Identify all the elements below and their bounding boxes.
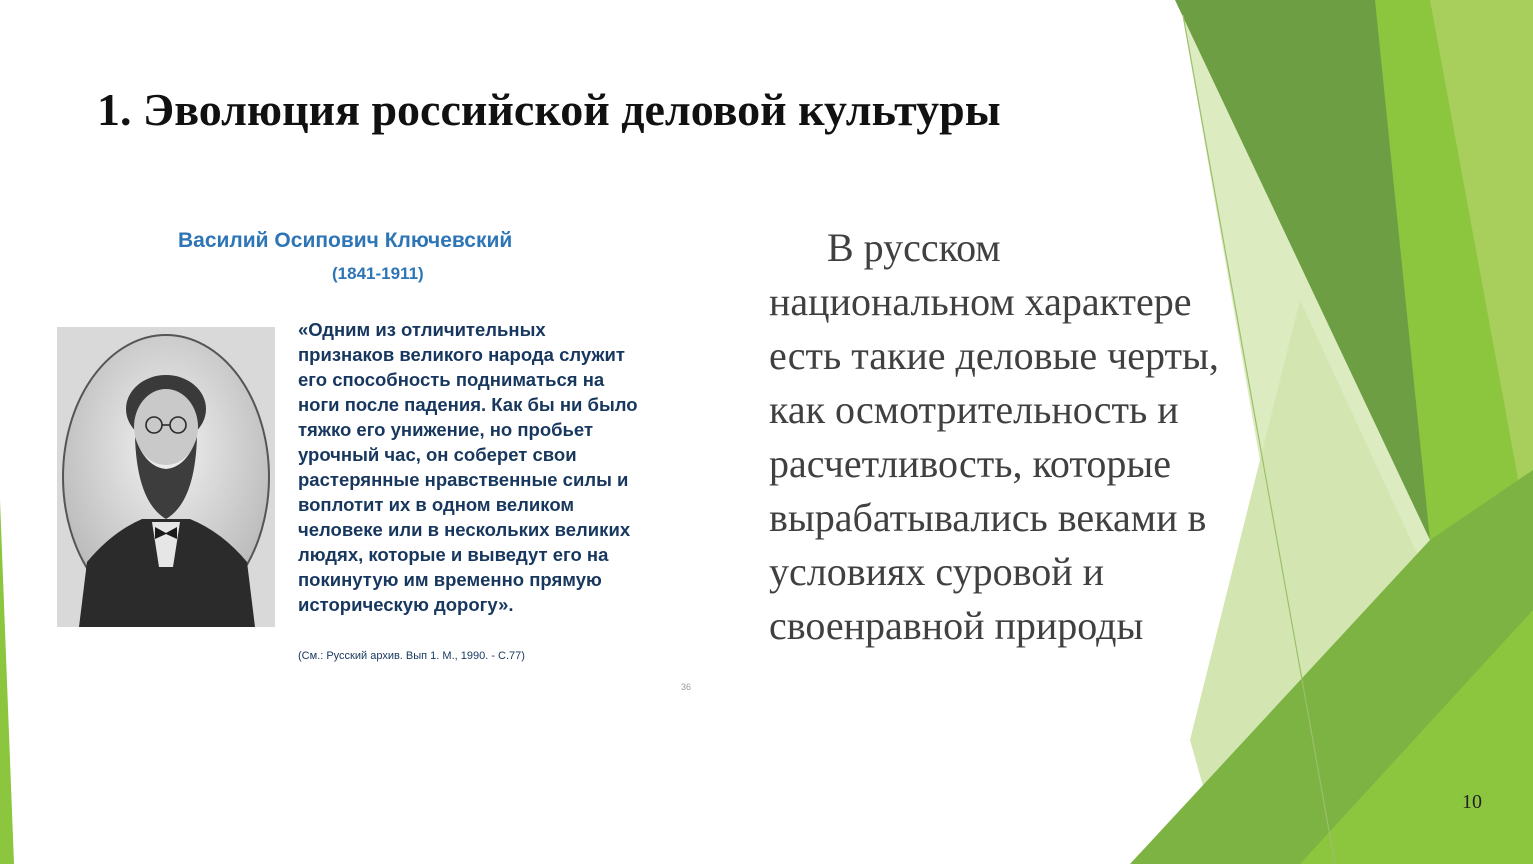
- body-line: вырабатывались веками в: [769, 495, 1207, 540]
- body-text: [769, 221, 1329, 653]
- quote-source: (См.: Русский архив. Вып 1. М., 1990. - С.77): [298, 650, 525, 662]
- slide-number: 10: [1462, 791, 1482, 813]
- quote-line: историческую дорогу».: [298, 594, 514, 615]
- portrait-face: [134, 389, 198, 465]
- body-line: национальном характере: [769, 279, 1192, 324]
- body-line: есть такие деловые черты,: [769, 333, 1219, 378]
- inset-page-number: 36: [681, 682, 692, 692]
- author-name: Василий Осипович Ключевский: [178, 229, 513, 252]
- body-line: своенравной природы: [769, 603, 1144, 648]
- body-line: как осмотрительность и: [769, 387, 1179, 432]
- quote-line: воплотит их в одном великом: [298, 494, 575, 515]
- body-line: В русском: [827, 225, 1001, 270]
- author-years: (1841-1911): [332, 264, 424, 283]
- quote-line: человеке или в нескольких великих: [298, 519, 631, 540]
- body-line: условиях суровой и: [769, 549, 1105, 594]
- quote-line: признаков великого народа служит: [298, 344, 625, 365]
- quote-line: «Одним из отличительных: [298, 319, 546, 340]
- portrait-frame: [57, 327, 275, 627]
- quote-line: его способность подниматься на: [298, 369, 605, 390]
- quote-text: [298, 317, 728, 617]
- quote-line: урочный час, он соберет свои: [298, 444, 577, 465]
- portrait-image: [57, 327, 275, 627]
- quote-line: растерянные нравственные силы и: [298, 469, 629, 490]
- quote-line: ноги после падения. Как бы ни было: [298, 394, 638, 415]
- left-green-sliver: [0, 500, 14, 864]
- quote-line: тяжко его унижение, но пробьет: [298, 419, 594, 440]
- slide-title: 1. Эволюция российской деловой культуры: [97, 84, 1001, 135]
- quote-image: [45, 193, 733, 713]
- quote-line: людях, которые и выведут его на: [298, 544, 609, 565]
- quote-line: покинутую им временно прямую: [298, 569, 602, 590]
- body-line: расчетливость, которые: [769, 441, 1171, 486]
